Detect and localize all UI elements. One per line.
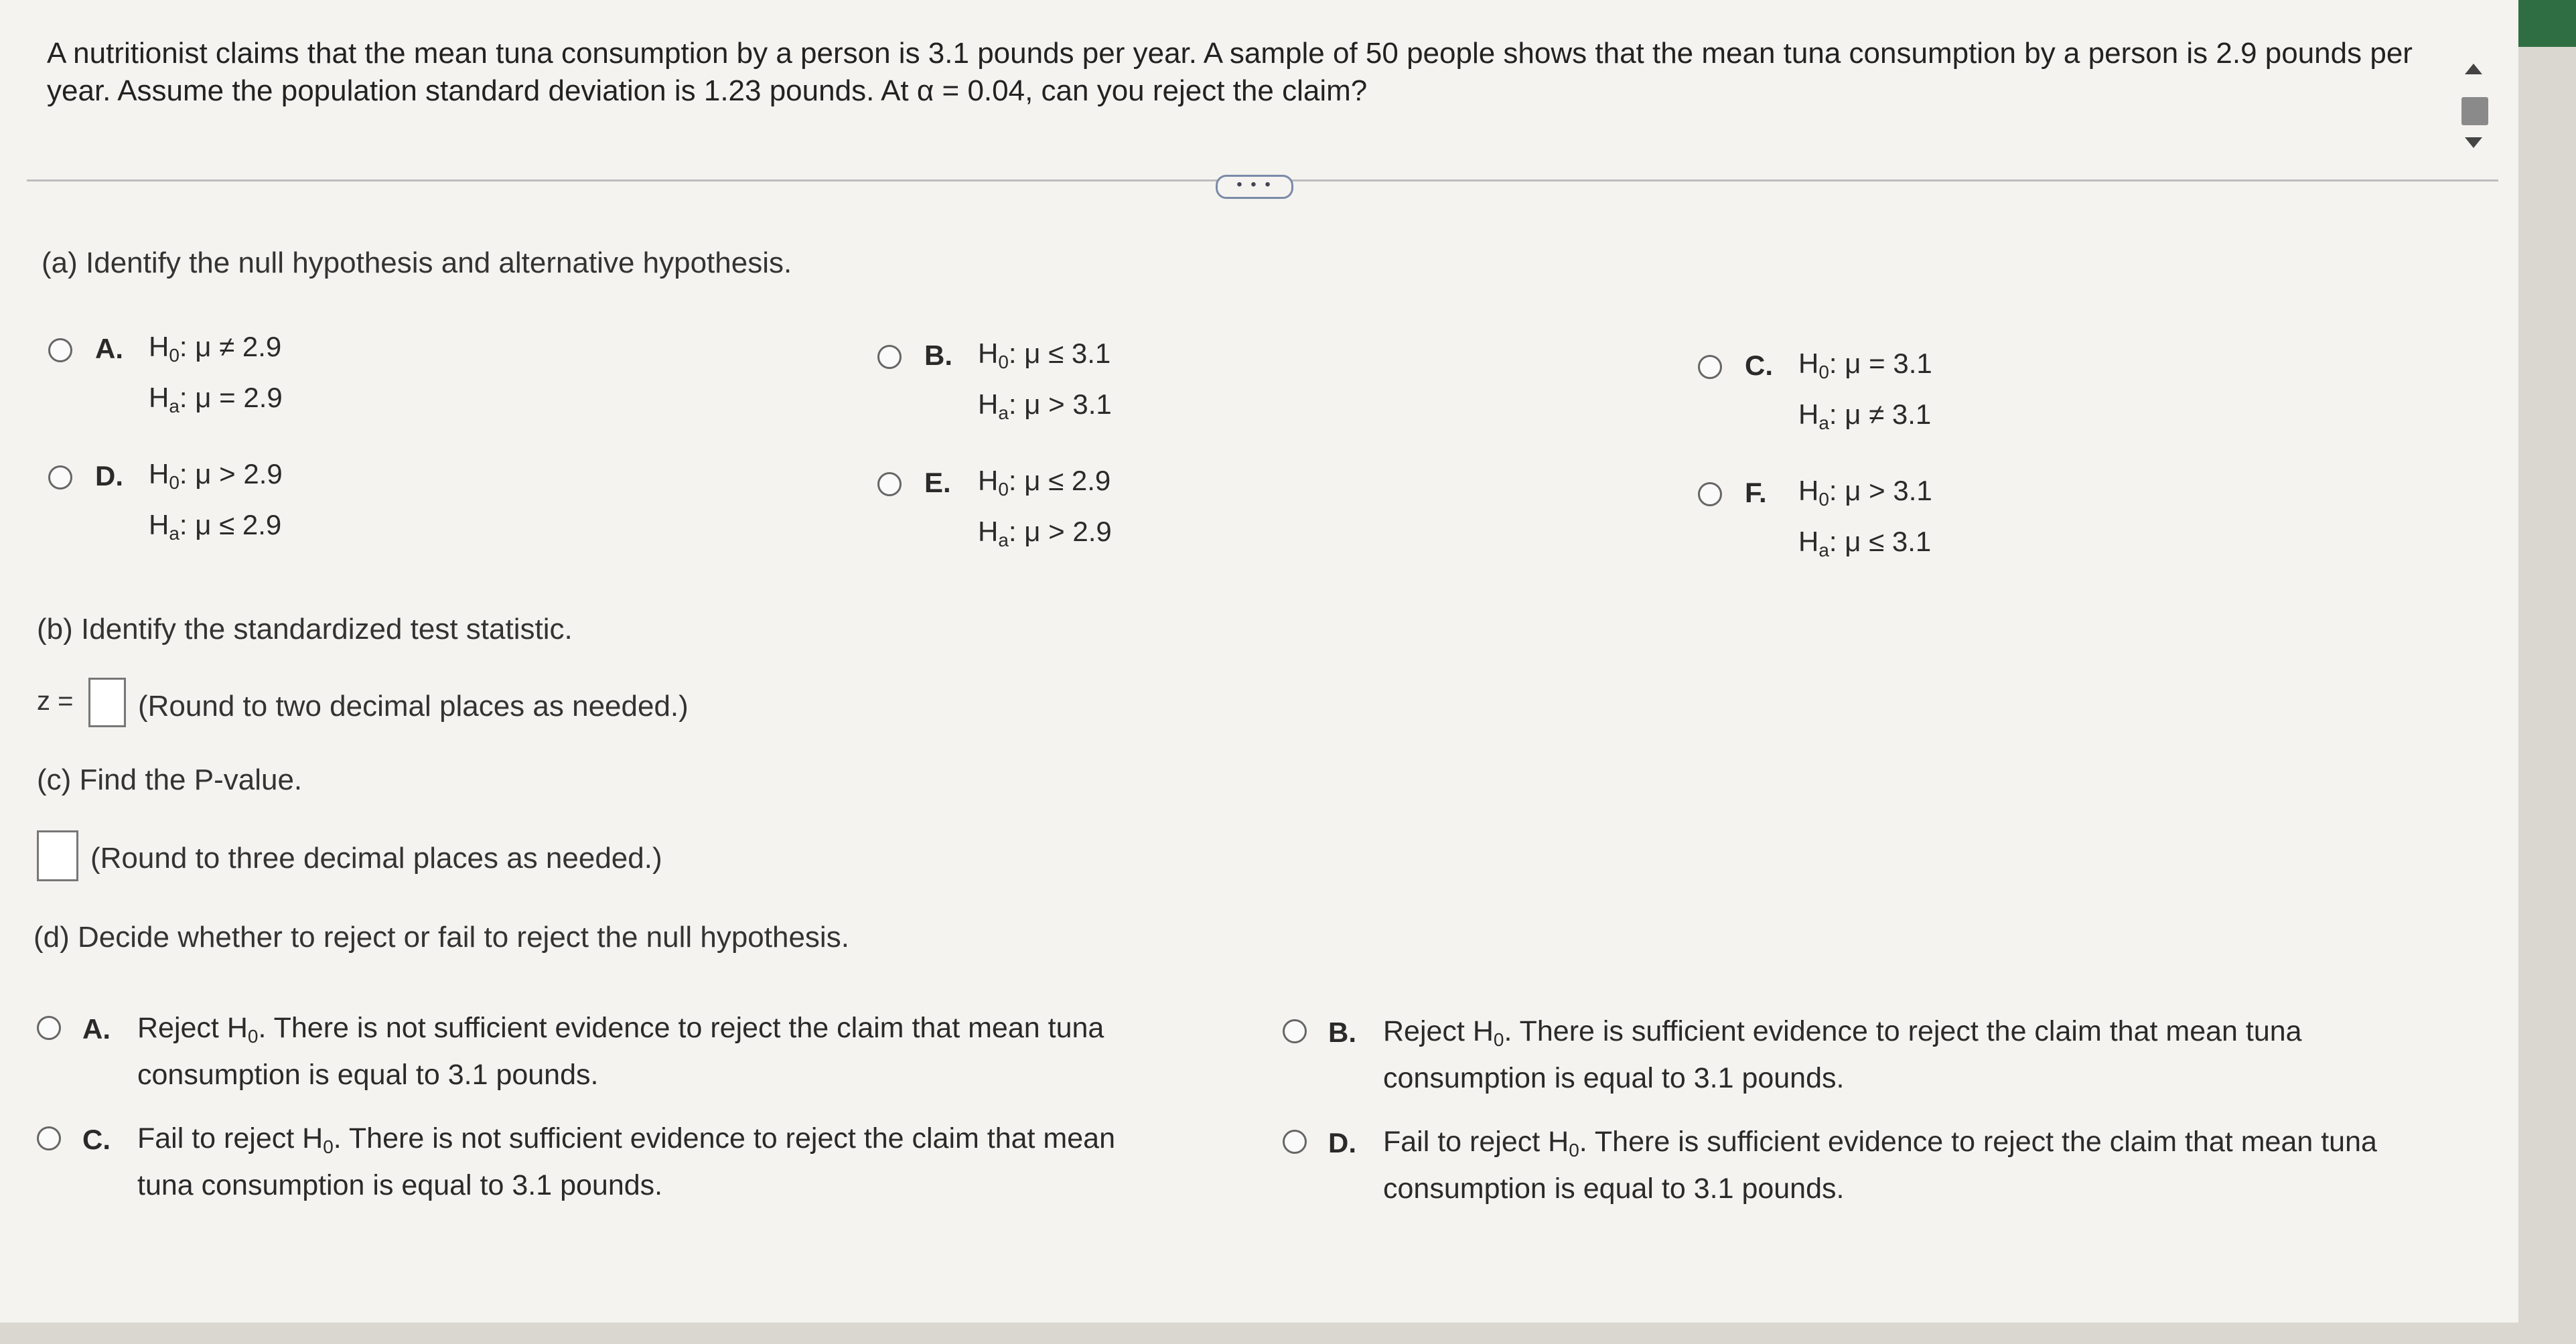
null-hypothesis-value: μ ≤ 2.9 bbox=[1024, 465, 1111, 496]
h-symbol: H bbox=[978, 465, 999, 496]
colon: : bbox=[1008, 338, 1017, 369]
colon: : bbox=[179, 331, 188, 362]
null-subscript: 0 bbox=[998, 479, 1009, 500]
option-letter: D. bbox=[95, 460, 123, 492]
part-d-prompt: (d) Decide whether to reject or fail to reject the null hypothesis. bbox=[33, 921, 849, 954]
null-subscript: 0 bbox=[998, 352, 1009, 372]
null-subscript: 0 bbox=[247, 1026, 259, 1047]
option-letter: E. bbox=[924, 467, 951, 498]
option-letter: C. bbox=[82, 1124, 111, 1155]
part-c-prompt: (c) Find the P-value. bbox=[37, 763, 303, 796]
null-subscript: 0 bbox=[1818, 362, 1829, 382]
colon: : bbox=[1008, 465, 1017, 496]
colon: : bbox=[1008, 388, 1017, 420]
colon: : bbox=[1829, 475, 1837, 506]
part-a-prompt: (a) Identify the null hypothesis and alternative hypothesis. bbox=[42, 246, 792, 279]
alternative-hypothesis bbox=[1798, 390, 1931, 448]
radio-button[interactable] bbox=[48, 465, 72, 490]
option-letter: B. bbox=[1328, 1017, 1356, 1048]
null-hypothesis-value: μ = 3.1 bbox=[1845, 348, 1932, 379]
radio-button[interactable] bbox=[37, 1126, 61, 1150]
null-hypothesis-value: μ > 3.1 bbox=[1845, 475, 1932, 506]
colon: : bbox=[179, 458, 188, 490]
null-subscript: 0 bbox=[169, 472, 180, 493]
null-hypothesis-value: μ ≠ 2.9 bbox=[195, 331, 282, 362]
option-letter: A. bbox=[82, 1013, 111, 1045]
null-hypothesis-value: μ ≤ 3.1 bbox=[1024, 338, 1111, 369]
alternative-hypothesis-value: μ ≤ 3.1 bbox=[1845, 526, 1932, 557]
alternative-hypothesis bbox=[149, 373, 283, 431]
h-symbol: H bbox=[1798, 526, 1819, 557]
decision-action: Fail to reject bbox=[1383, 1126, 1541, 1158]
decision-rest: . There is not sufficient evidence to reject the claim that mean tuna bbox=[258, 1012, 1104, 1044]
null-hypothesis bbox=[978, 329, 1111, 387]
option-letter: F. bbox=[1745, 477, 1767, 508]
null-hypothesis bbox=[149, 449, 283, 508]
radio-button[interactable] bbox=[877, 472, 902, 496]
h-symbol: H bbox=[978, 516, 999, 547]
colon: : bbox=[179, 382, 188, 413]
null-subscript: 0 bbox=[1493, 1029, 1504, 1050]
z-label: z = bbox=[37, 686, 74, 716]
null-hypothesis bbox=[149, 322, 281, 380]
more-button[interactable]: • • • bbox=[1216, 175, 1293, 199]
h-symbol: H bbox=[226, 1012, 248, 1044]
part-b-prompt: (b) Identify the standardized test statistic. bbox=[37, 613, 573, 646]
option-line-2: consumption is equal to 3.1 pounds. bbox=[137, 1059, 599, 1091]
h-symbol: H bbox=[149, 458, 169, 490]
decision-rest: . There is sufficient evidence to reject the claim that mean tuna bbox=[1504, 1015, 2302, 1047]
colon: : bbox=[1008, 516, 1017, 547]
colon: : bbox=[1829, 398, 1837, 430]
radio-button[interactable] bbox=[1283, 1019, 1307, 1043]
null-hypothesis bbox=[978, 456, 1111, 514]
option-line-2: consumption is equal to 3.1 pounds. bbox=[1383, 1173, 1845, 1205]
alternative-hypothesis-value: μ ≠ 3.1 bbox=[1845, 398, 1932, 430]
h-symbol: H bbox=[1472, 1015, 1494, 1047]
part-b-note: (Round to two decimal places as needed.) bbox=[138, 690, 689, 723]
scroll-down-arrow-icon[interactable] bbox=[2465, 137, 2482, 148]
p-value-answer-input[interactable] bbox=[37, 830, 78, 881]
z-answer-input[interactable] bbox=[88, 678, 126, 727]
radio-button[interactable] bbox=[1698, 482, 1722, 506]
alternative-hypothesis-value: μ ≤ 2.9 bbox=[195, 509, 282, 540]
alternative-hypothesis-value: μ = 2.9 bbox=[195, 382, 283, 413]
decision-action: Fail to reject bbox=[137, 1122, 295, 1154]
option-letter: D. bbox=[1328, 1127, 1356, 1159]
h-symbol: H bbox=[978, 338, 999, 369]
null-subscript: 0 bbox=[1818, 489, 1829, 510]
alt-subscript: a bbox=[998, 402, 1009, 423]
radio-button[interactable] bbox=[1283, 1130, 1307, 1154]
radio-button[interactable] bbox=[48, 338, 72, 362]
alternative-hypothesis-value: μ > 2.9 bbox=[1024, 516, 1112, 547]
null-subscript: 0 bbox=[1569, 1140, 1579, 1161]
h-symbol: H bbox=[1798, 475, 1819, 506]
null-subscript: 0 bbox=[169, 345, 180, 366]
alt-subscript: a bbox=[169, 396, 180, 417]
alternative-hypothesis bbox=[1798, 517, 1931, 575]
null-hypothesis bbox=[1798, 339, 1932, 397]
decision-action: Reject bbox=[1383, 1015, 1465, 1047]
h-symbol: H bbox=[1548, 1126, 1569, 1158]
colon: : bbox=[1829, 348, 1837, 379]
alternative-hypothesis-value: μ > 3.1 bbox=[1024, 388, 1112, 420]
decision-action: Reject bbox=[137, 1012, 219, 1044]
h-symbol: H bbox=[1798, 398, 1819, 430]
null-hypothesis-value: μ > 2.9 bbox=[195, 458, 283, 490]
part-c-note: (Round to three decimal places as needed.) bbox=[90, 842, 662, 875]
alt-subscript: a bbox=[169, 523, 180, 544]
radio-button[interactable] bbox=[877, 345, 902, 369]
scroll-thumb[interactable] bbox=[2461, 97, 2488, 125]
question-text: A nutritionist claims that the mean tuna consumption by a person is 3.1 pounds per year. A sample of 50 people shows that the mean tuna consumption by a person is 2.9 pounds per year. Assume the population standard deviation is 1.23 pounds. At α = 0.04, can you reject the claim? bbox=[47, 37, 2413, 107]
h-symbol: H bbox=[149, 382, 169, 413]
alt-subscript: a bbox=[1818, 540, 1829, 561]
null-subscript: 0 bbox=[323, 1136, 334, 1157]
option-letter: A. bbox=[95, 333, 123, 364]
alternative-hypothesis bbox=[978, 380, 1112, 438]
radio-button[interactable] bbox=[37, 1016, 61, 1040]
decision-rest: . There is not sufficient evidence to reject the claim that mean bbox=[333, 1122, 1115, 1154]
h-symbol: H bbox=[302, 1122, 324, 1154]
decision-rest: . There is sufficient evidence to reject the claim that mean tuna bbox=[1579, 1126, 2377, 1158]
option-line-2: tuna consumption is equal to 3.1 pounds. bbox=[137, 1169, 663, 1201]
h-symbol: H bbox=[149, 509, 169, 540]
radio-button[interactable] bbox=[1698, 355, 1722, 379]
null-hypothesis bbox=[1798, 466, 1932, 524]
option-letter: C. bbox=[1745, 350, 1773, 381]
option-line-2: consumption is equal to 3.1 pounds. bbox=[1383, 1062, 1845, 1094]
colon: : bbox=[179, 509, 188, 540]
scroll-up-arrow-icon[interactable] bbox=[2465, 64, 2482, 74]
alternative-hypothesis bbox=[978, 507, 1112, 565]
alternative-hypothesis bbox=[149, 500, 281, 558]
h-symbol: H bbox=[149, 331, 169, 362]
colon: : bbox=[1829, 526, 1837, 557]
h-symbol: H bbox=[1798, 348, 1819, 379]
option-letter: B. bbox=[924, 340, 952, 371]
h-symbol: H bbox=[978, 388, 999, 420]
alt-subscript: a bbox=[998, 530, 1009, 550]
alt-subscript: a bbox=[1818, 413, 1829, 433]
